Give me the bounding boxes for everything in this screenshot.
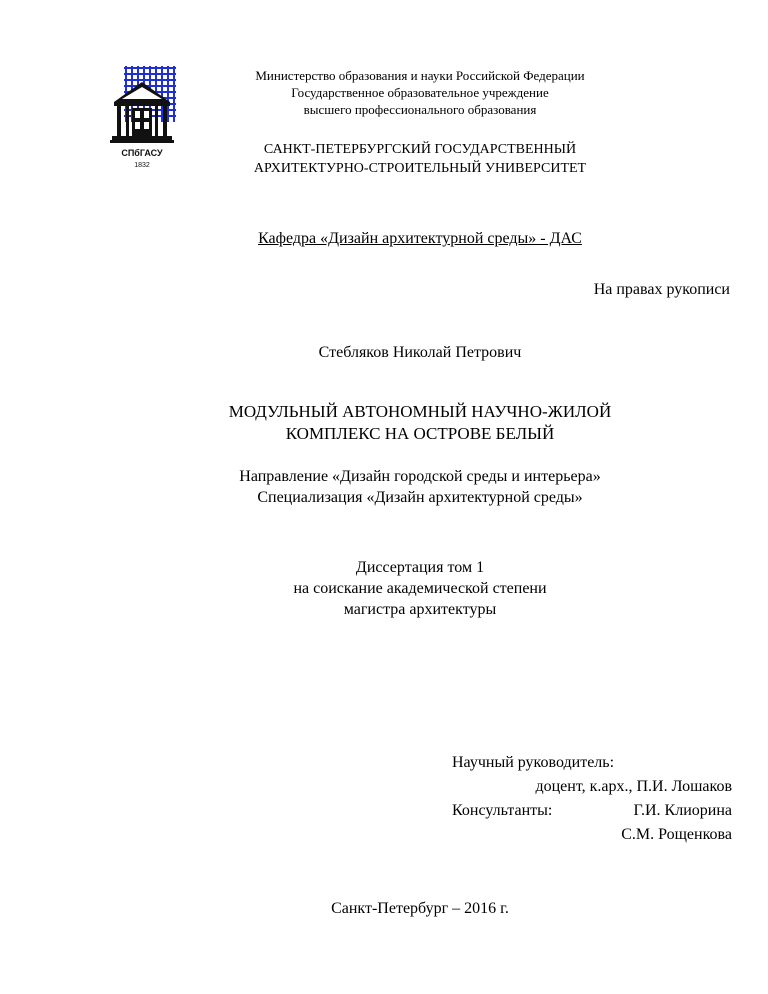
logo-year: 1832 xyxy=(134,162,150,169)
supervisor-label-row xyxy=(452,751,732,775)
city-year: Санкт-Петербург – 2016 г. xyxy=(331,900,509,917)
study-direction xyxy=(110,466,730,508)
degree-line-1: Диссертация том 1 xyxy=(355,559,485,576)
university-line-1: САНКТ-ПЕТЕРБУРГСКИЙ ГОСУДАРСТВЕННЫЙ xyxy=(263,142,577,157)
thesis-title-line-1: МОДУЛЬНЫЙ АВТОНОМНЫЙ НАУЧНО-ЖИЛОЙ xyxy=(228,402,612,421)
supervision-block xyxy=(452,751,732,847)
specialization-line: Специализация «Дизайн архитектурной среды» xyxy=(257,489,583,506)
degree-line-3: магистра архитектуры xyxy=(343,601,497,618)
consultant-2: С.М. Рощенкова xyxy=(621,826,732,843)
supervisor-name-row xyxy=(452,775,732,799)
ministry-line-1: Министерство образования и науки Российской Федерации xyxy=(255,68,585,83)
university-name xyxy=(110,140,730,178)
supervisor-name: доцент, к.арх., П.И. Лошаков xyxy=(535,778,732,795)
supervisor-label: Научный руководитель: xyxy=(452,754,615,771)
consultants-label: Консультанты: xyxy=(452,802,553,819)
consultants-row xyxy=(452,799,732,823)
ministry-header xyxy=(110,67,730,118)
degree-info xyxy=(110,557,730,620)
manuscript-rights: На правах рукописи xyxy=(593,281,730,298)
direction-line: Направление «Дизайн городской среды и интерьера» xyxy=(239,468,601,485)
degree-line-2: на соискание академической степени xyxy=(293,580,547,597)
university-line-2: АРХИТЕКТУРНО-СТРОИТЕЛЬНЫЙ УНИВЕРСИТЕТ xyxy=(253,161,587,176)
department-name: Кафедра «Дизайн архитектурной среды» - ДАС xyxy=(258,230,582,247)
department xyxy=(110,229,730,249)
consultant-1: Г.И. Клиорина xyxy=(633,802,732,819)
logo-text: СПбГАСУ xyxy=(121,148,163,158)
consultant-2-row xyxy=(452,823,732,847)
author-name: Стебляков Николай Петрович xyxy=(318,344,522,361)
thesis-title-line-2: КОМПЛЕКС НА ОСТРОВЕ БЕЛЫЙ xyxy=(285,424,555,443)
ministry-line-2: Государственное образовательное учреждение xyxy=(291,85,549,100)
ministry-line-3: высшего профессионального образования xyxy=(303,102,537,117)
thesis-title xyxy=(110,401,730,445)
